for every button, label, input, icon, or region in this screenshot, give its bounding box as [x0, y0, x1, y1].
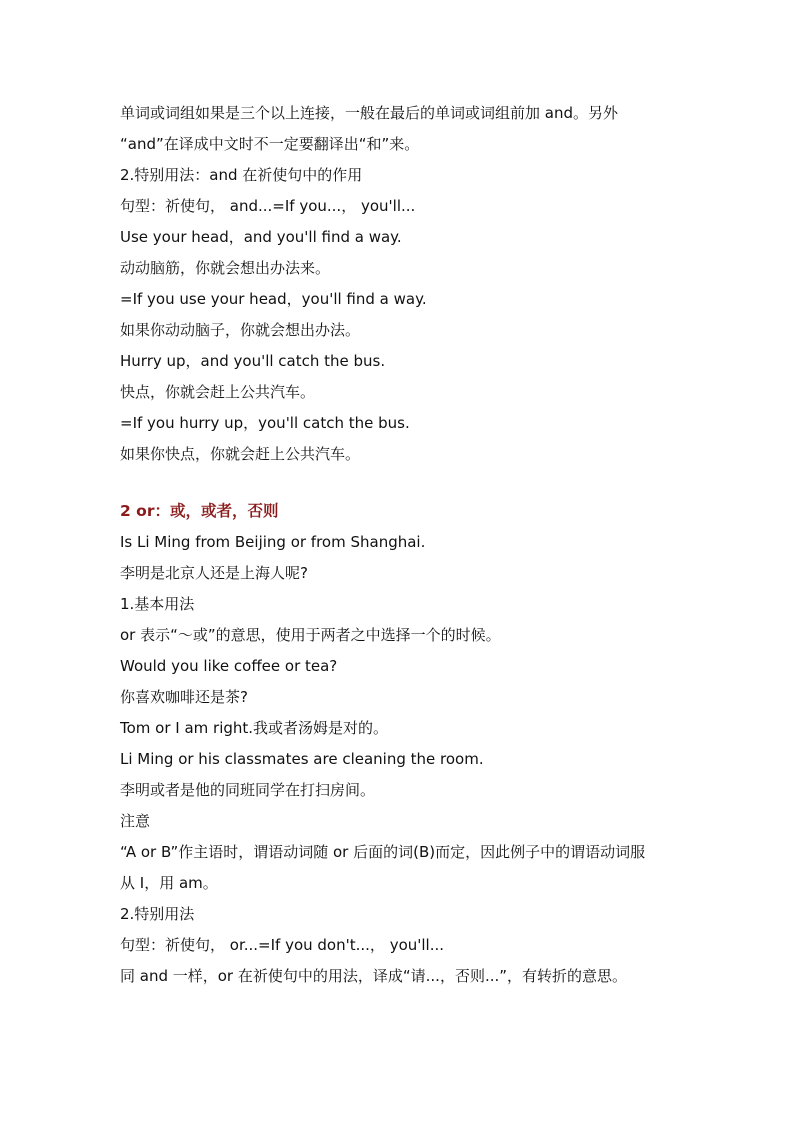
text-line: 李明是北京人还是上海人呢? [120, 564, 308, 582]
text-line: 动动脑筋，你就会想出办法来。 [120, 259, 331, 277]
text-line: Hurry up，and you'll catch the bus. [120, 352, 386, 370]
and-usage-section [120, 98, 720, 470]
text-line: 如果你动动脑子，你就会想出办法。 [120, 321, 361, 339]
text-line: 李明或者是他的同班同学在打扫房间。 [120, 781, 376, 799]
text-line: Use your head，and you'll find a way. [120, 228, 402, 246]
section-gap [120, 470, 720, 496]
text-line: 句型：祈使句， and...=If you...， you'll... [120, 197, 416, 215]
text-line: =If you use your head，you'll find a way. [120, 290, 427, 308]
text-line: 你喜欢咖啡还是茶? [120, 688, 248, 706]
text-line: Is Li Ming from Beijing or from Shanghai. [120, 533, 426, 551]
text-line: or 表示“～或”的意思，使用于两者之中选择一个的时候。 [120, 626, 501, 644]
document-body [120, 98, 720, 992]
text-line: =If you hurry up，you'll catch the bus. [120, 414, 410, 432]
text-line: Tom or I am right.我或者汤姆是对的。 [120, 719, 389, 737]
or-usage-section [120, 527, 720, 992]
text-line: 单词或词组如果是三个以上连接，一般在最后的单词或词组前加 and。另外 [120, 104, 618, 122]
text-line: 2.特别用法 [120, 905, 195, 923]
text-line: 从 I，用 am。 [120, 874, 218, 892]
text-line: 2.特别用法：and 在祈使句中的作用 [120, 166, 363, 184]
text-line: “A or B”作主语时，谓语动词随 or 后面的词(B)而定，因此例子中的谓语动词服 [120, 843, 646, 861]
text-line: “and”在译成中文时不一定要翻译出“和”来。 [120, 135, 420, 153]
text-line: Li Ming or his classmates are cleaning the room. [120, 750, 484, 768]
text-line: 如果你快点，你就会赶上公共汽车。 [120, 445, 361, 463]
text-line: 同 and 一样，or 在祈使句中的用法，译成“请...，否则...”，有转折的意思。 [120, 967, 628, 985]
text-line: Would you like coffee or tea? [120, 657, 338, 675]
text-line: 快点，你就会赶上公共汽车。 [120, 383, 316, 401]
text-line: 1.基本用法 [120, 595, 195, 613]
section-heading-or: 2 or：或，或者，否则 [120, 502, 279, 520]
text-line: 句型：祈使句， or...=If you don't...， you'll... [120, 936, 445, 954]
text-line: 注意 [120, 812, 151, 830]
